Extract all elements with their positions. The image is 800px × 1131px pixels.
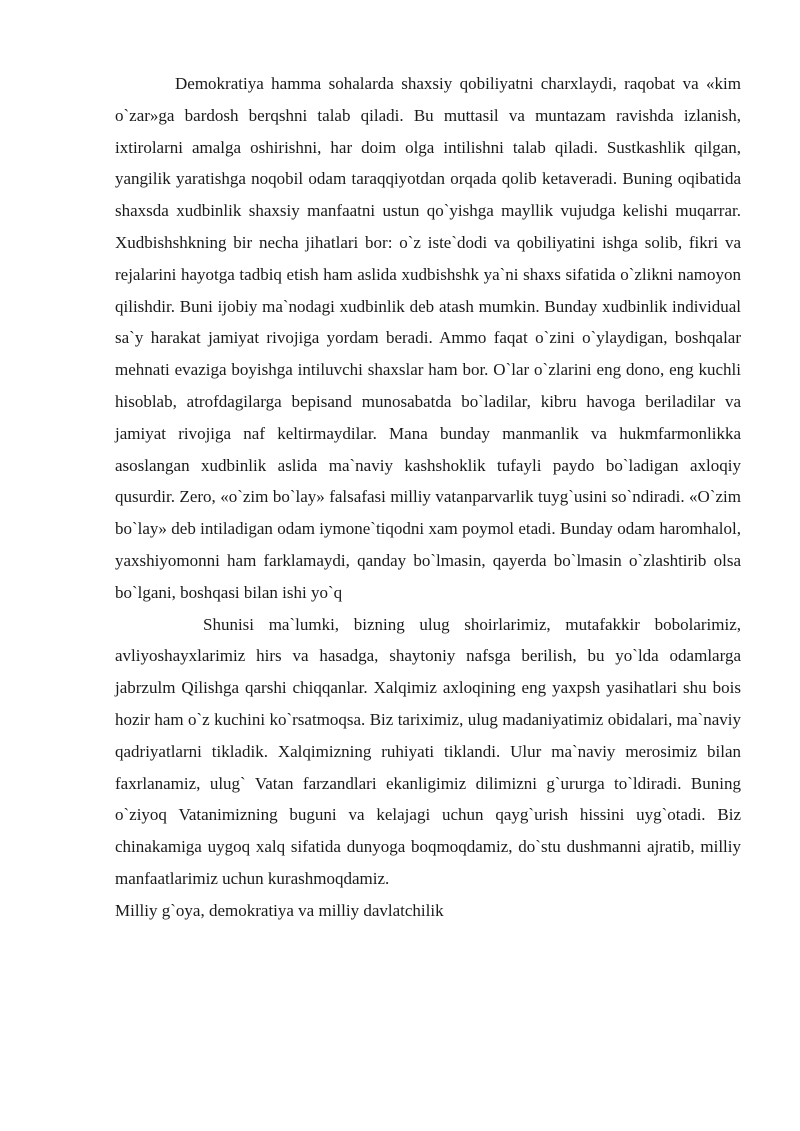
paragraph-democracy: Demokratiya hamma sohalarda shaxsiy qobiliyatni charxlaydi, raqobat va «kim o`zar»ga bardosh berqshni talab qiladi. Bu muttasil va muntazam ravishda izlanish, ixtirolarni amalga oshirishni, har doim olga intilishni talab qiladi. Sustkashlik qilgan, yangilik yaratishga noqobil odam taraqqiyotdan orqada qolib ketaveradi. Buning oqibatida shaxsda xudbinlik shaxsiy manfaatni ustun qo`yishga mayllik vujudga kelishi muqarrar. Xudbishshkning bir necha jihatlari bor: o`z iste`dodi va qobiliyatini ishga solib, fikri va rejalarini hayotga tadbiq etish ham aslida xudbishshk ya`ni shaxs sifatida o`zlikni namoyon qilishdir. Buni ijobiy ma`nodagi xudbinlik deb atash mumkin. Bunday xudbinlik individual sa`y harakat jamiyat rivojiga yordam beradi. Ammo faqat o`zini o`ylaydigan, boshqalar mehnati evaziga boyishga intiluvchi shaxslar ham bor. O`lar o`zlarini eng dono, eng kuchli hisoblab, atrofdagilarga bepisand munosabatda bo`ladilar, kibru havoga beriladilar va jamiyat rivojiga naf keltirmaydilar. Mana bunday manmanlik va hukmfarmonlikka asoslangan xudbinlik aslida ma`naviy kashshoklik tufayli paydo bo`ladigan axloqiy qusurdir. Zero, «o`zim bo`lay» falsafasi milliy vatanparvarlik tuyg`usini so`ndiradi. «O`zim bo`lay» deb intiladigan odam iymone`tiqodni xam poymol etadi. Bunday odam haromhalol, yaxshiyomonni ham farklamaydi, qanday bo`lmasin, qayerda bo`lmasin o`zlashtirib olsa bo`lgani, boshqasi bilan ishi yo`q — [115, 74, 741, 602]
section-heading: Milliy g`oya, demokratiya va milliy davlatchilik — [115, 900, 444, 920]
document-body — [115, 68, 741, 927]
paragraph-heritage: Shunisi ma`lumki, bizning ulug shoirlarimiz, mutafakkir bobolarimiz, avliyoshayxlarimiz hirs va hasadga, shaytoniy nafsga berilish, bu yo`lda odamlarga jabrzulm Qilishga qarshi chiqqanlar. Xalqimiz axloqining eng yaxpsh yasihatlari shu bois hozir ham o`z kuchini ko`rsatmoqsa. Biz tariximiz, ulug madaniyatimiz obidalari, ma`naviy qadriyatlarni tikladik. Xalqimizning ruhiyati tiklandi. Ulur ma`naviy merosimiz bilan faxrlanamiz, ulug` Vatan farzandlari ekanligimiz dilimizni g`ururga to`ldiradi. Buning o`ziyoq Vatanimizning buguni va kelajagi uchun qayg`urish hissini uyg`otadi. Biz chinakamiga uygoq xalq sifatida dunyoga boqmoqdamiz, do`stu dushmanni ajratib, milliy manfaatlarimiz uchun kurashmoqdamiz. — [115, 614, 741, 888]
